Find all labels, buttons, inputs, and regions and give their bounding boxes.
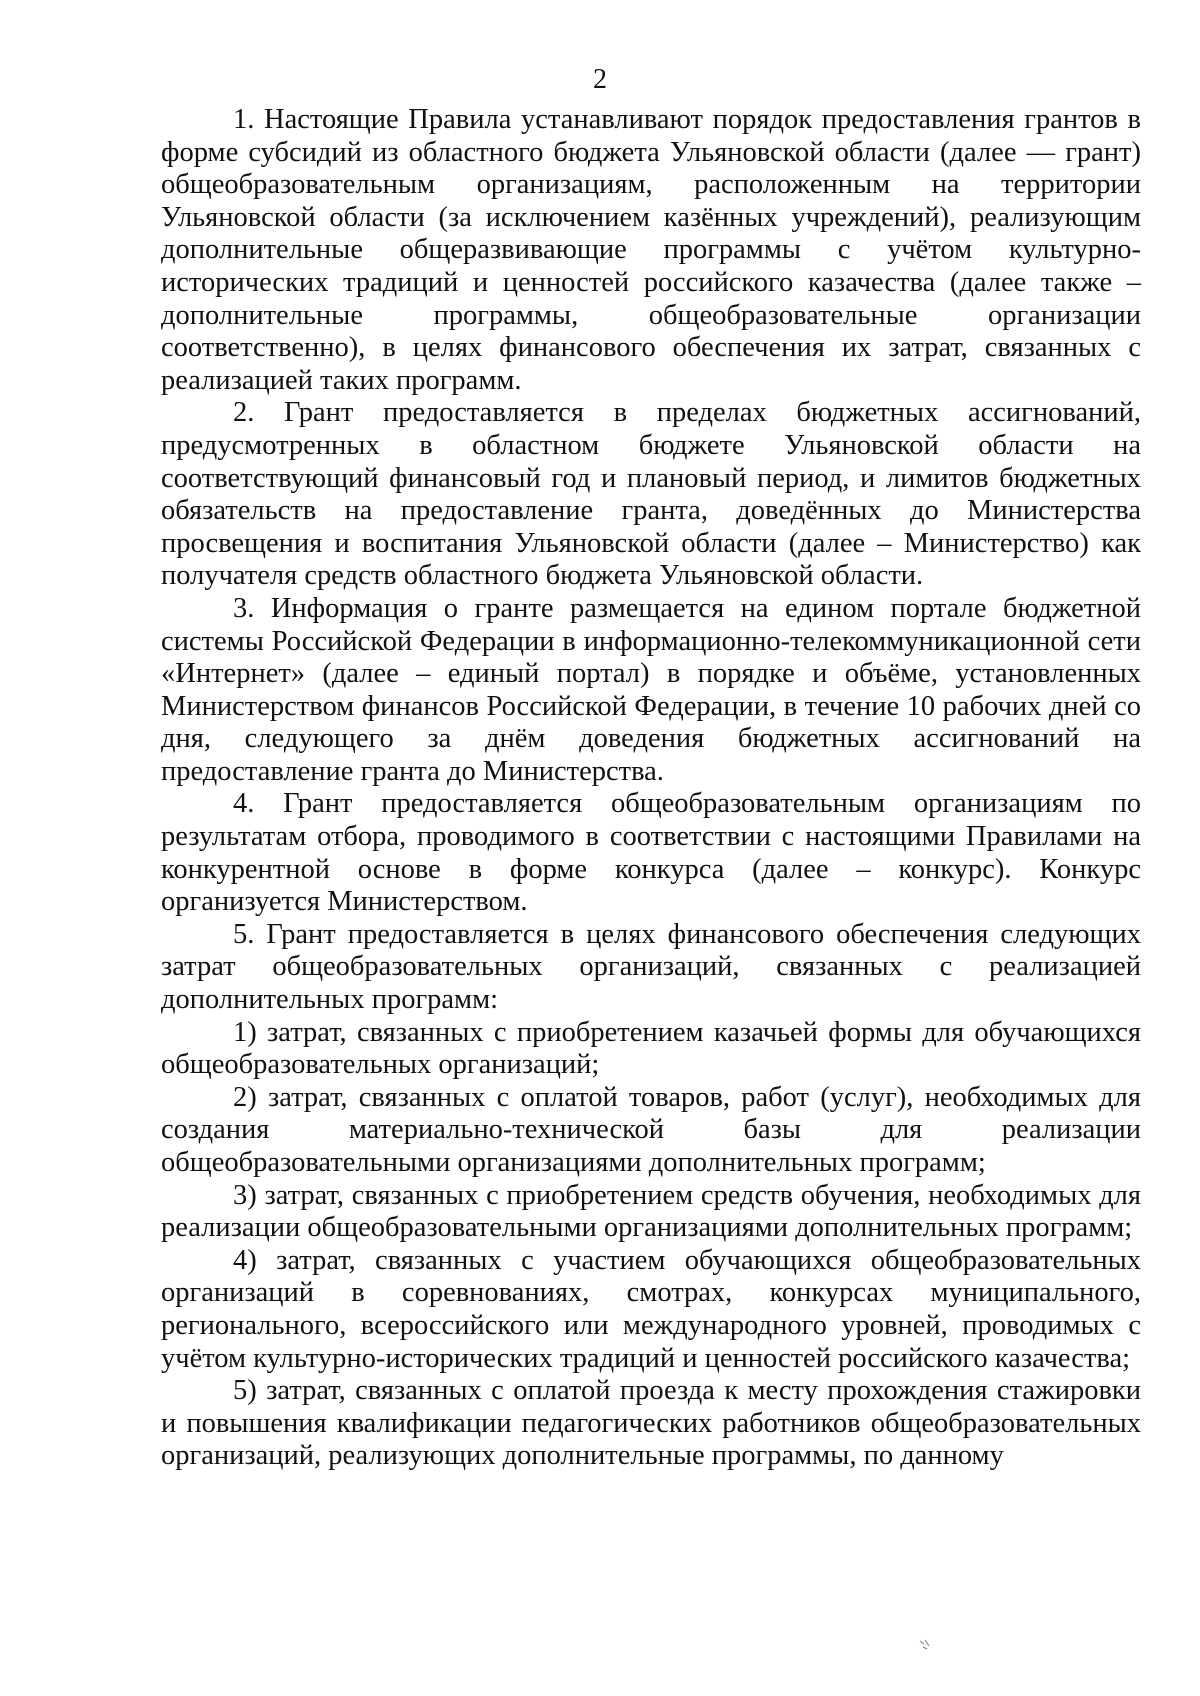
document-body bbox=[161, 104, 1141, 1473]
list-item-2: 2) затрат, связанных с оплатой товаров, работ (услуг), необходимых для создания материально-технической базы для реализации общеобразовательными организациями дополнительных программ; bbox=[161, 1081, 1141, 1178]
paragraph-5: 5. Грант предоставляется в целях финансового обеспечения следующих затрат общеобразовательных организаций, связанных с реализацией дополнительных программ: bbox=[161, 918, 1141, 1016]
paragraph-3: 3. Информация о гранте размещается на едином портале бюджетной системы Российской Федерации в информационно-телекоммуникационной сети «Интернет» (далее – единый портал) в порядке и объёме, установленных Министерством финансов Российской Федерации, в течение 10 рабочих дней со дня, следующего за днём доведения бюджетных ассигнований на предоставление гранта до Министерства. bbox=[161, 592, 1141, 787]
scan-mark-icon bbox=[918, 1638, 932, 1650]
list-item-5: 5) затрат, связанных с оплатой проезда к месту прохождения стажировки и повышения квалификации педагогических работников общеобразовательных организаций, реализующих дополнительные программы, по данному bbox=[161, 1375, 1141, 1472]
list-item-4: 4) затрат, связанных с участием обучающихся общеобразовательных организаций в соревнованиях, смотрах, конкурсах муниципального, регионального, всероссийского или международного уровней, проводимых с учётом культурно-исторических традиций и ценностей российского казачества; bbox=[161, 1244, 1141, 1374]
paragraph-1: 1. Настоящие Правила устанавливают порядок предоставления грантов в форме субсидий из областного бюджета Ульяновской области (далее — грант) общеобразовательным организациям, расположенным на территории Ульяновской области (за исключением казённых учреждений), реализующим дополнительные общеразвивающие программы с учётом культурно-исторических традиций и ценностей российского казачества (далее также – дополнительные программы, общеобразовательные организации соответственно), в целях финансового обеспечения их затрат, связанных с реализацией таких программ. bbox=[161, 104, 1141, 396]
page-number: 2 bbox=[593, 64, 607, 95]
list-item-3: 3) затрат, связанных с приобретением средств обучения, необходимых для реализации общеобразовательными организациями дополнительных программ; bbox=[161, 1179, 1141, 1244]
list-item-1: 1) затрат, связанных с приобретением казачьей формы для обучающихся общеобразовательных организаций; bbox=[161, 1016, 1141, 1081]
paragraph-2: 2. Грант предоставляется в пределах бюджетных ассигнований, предусмотренных в областном бюджете Ульяновской области на соответствующий финансовый год и плановый период, и лимитов бюджетных обязательств на предоставление гранта, доведённых до Министерства просвещения и воспитания Ульяновской области (далее – Министерство) как получателя средств областного бюджета Ульяновской области. bbox=[161, 397, 1141, 592]
paragraph-4: 4. Грант предоставляется общеобразовательным организациям по результатам отбора, проводимого в соответствии с настоящими Правилами на конкурентной основе в форме конкурса (далее – конкурс). Конкурс организуется Министерством. bbox=[161, 788, 1141, 918]
